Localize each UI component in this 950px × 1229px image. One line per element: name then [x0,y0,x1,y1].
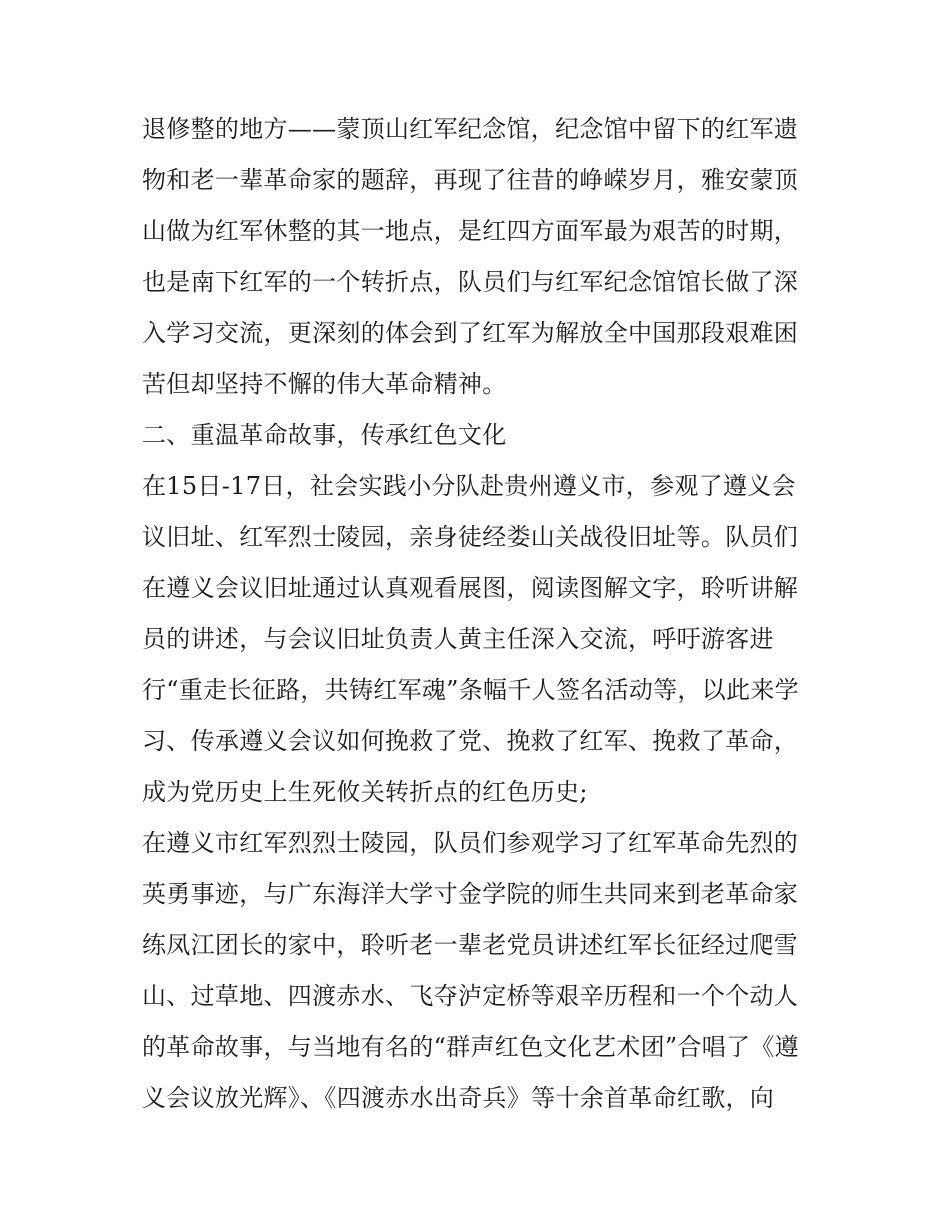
text-line-8: 在15日-17日，社会实践小分队赴贵州遵义市，参观了遵义会 [142,472,796,500]
text-line-20: 义会议放光辉》、《四渡赤水出奇兵》等十余首革命红歌，向 [142,1084,775,1112]
text-line-4: 也是南下红军的一个转折点，队员们与红军纪念馆馆长做了深 [142,268,799,296]
text-line-13: 习、传承遵义会议如何挽救了党、挽救了红军、挽救了革命， [142,727,799,755]
text-line-18: 山、过草地、四渡赤水、飞夺泸定桥等艰辛历程和一个个动人 [142,982,799,1010]
text-line-6: 苦但却坚持不懈的伟大革命精神。 [142,370,507,398]
text-line-2: 物和老一辈革命家的题辞，再现了往昔的峥嵘岁月，雅安蒙顶 [142,166,799,194]
text-line-11: 员的讲述，与会议旧址负责人黄主任深入交流，呼吁游客进 [142,625,774,653]
text-line-14: 成为党历史上生死攸关转折点的红色历史; [142,778,588,806]
body-text [142,104,822,1124]
text-line-19: 的革命故事，与当地有名的“群声红色文化艺术团”合唱了《遵 [142,1033,799,1061]
text-line-12: 行“重走长征路，共铸红军魂”条幅千人签名活动等，以此来学 [142,676,799,704]
section-heading: 二、重温革命故事，传承红色文化 [142,421,507,449]
text-line-3: 山做为红军休整的其一地点，是红四方面军最为艰苦的时期， [142,217,799,245]
text-line-17: 练凤江团长的家中，聆听老一辈老党员讲述红军长征经过爬雪 [142,931,799,959]
text-line-10: 在遵义会议旧址通过认真观看展图，阅读图解文字，聆听讲解 [142,574,799,602]
text-line-16: 英勇事迹，与广东海洋大学寸金学院的师生共同来到老革命家 [142,880,799,908]
text-line-5: 入学习交流，更深刻的体会到了红军为解放全中国那段艰难困 [142,319,799,347]
text-line-15: 在遵义市红军烈烈士陵园，队员们参观学习了红军革命先烈的 [142,829,799,857]
text-line-9: 议旧址、红军烈士陵园，亲身徒经娄山关战役旧址等。队员们 [142,523,799,551]
text-line-1: 退修整的地方——蒙顶山红军纪念馆，纪念馆中留下的红军遗 [142,115,799,143]
